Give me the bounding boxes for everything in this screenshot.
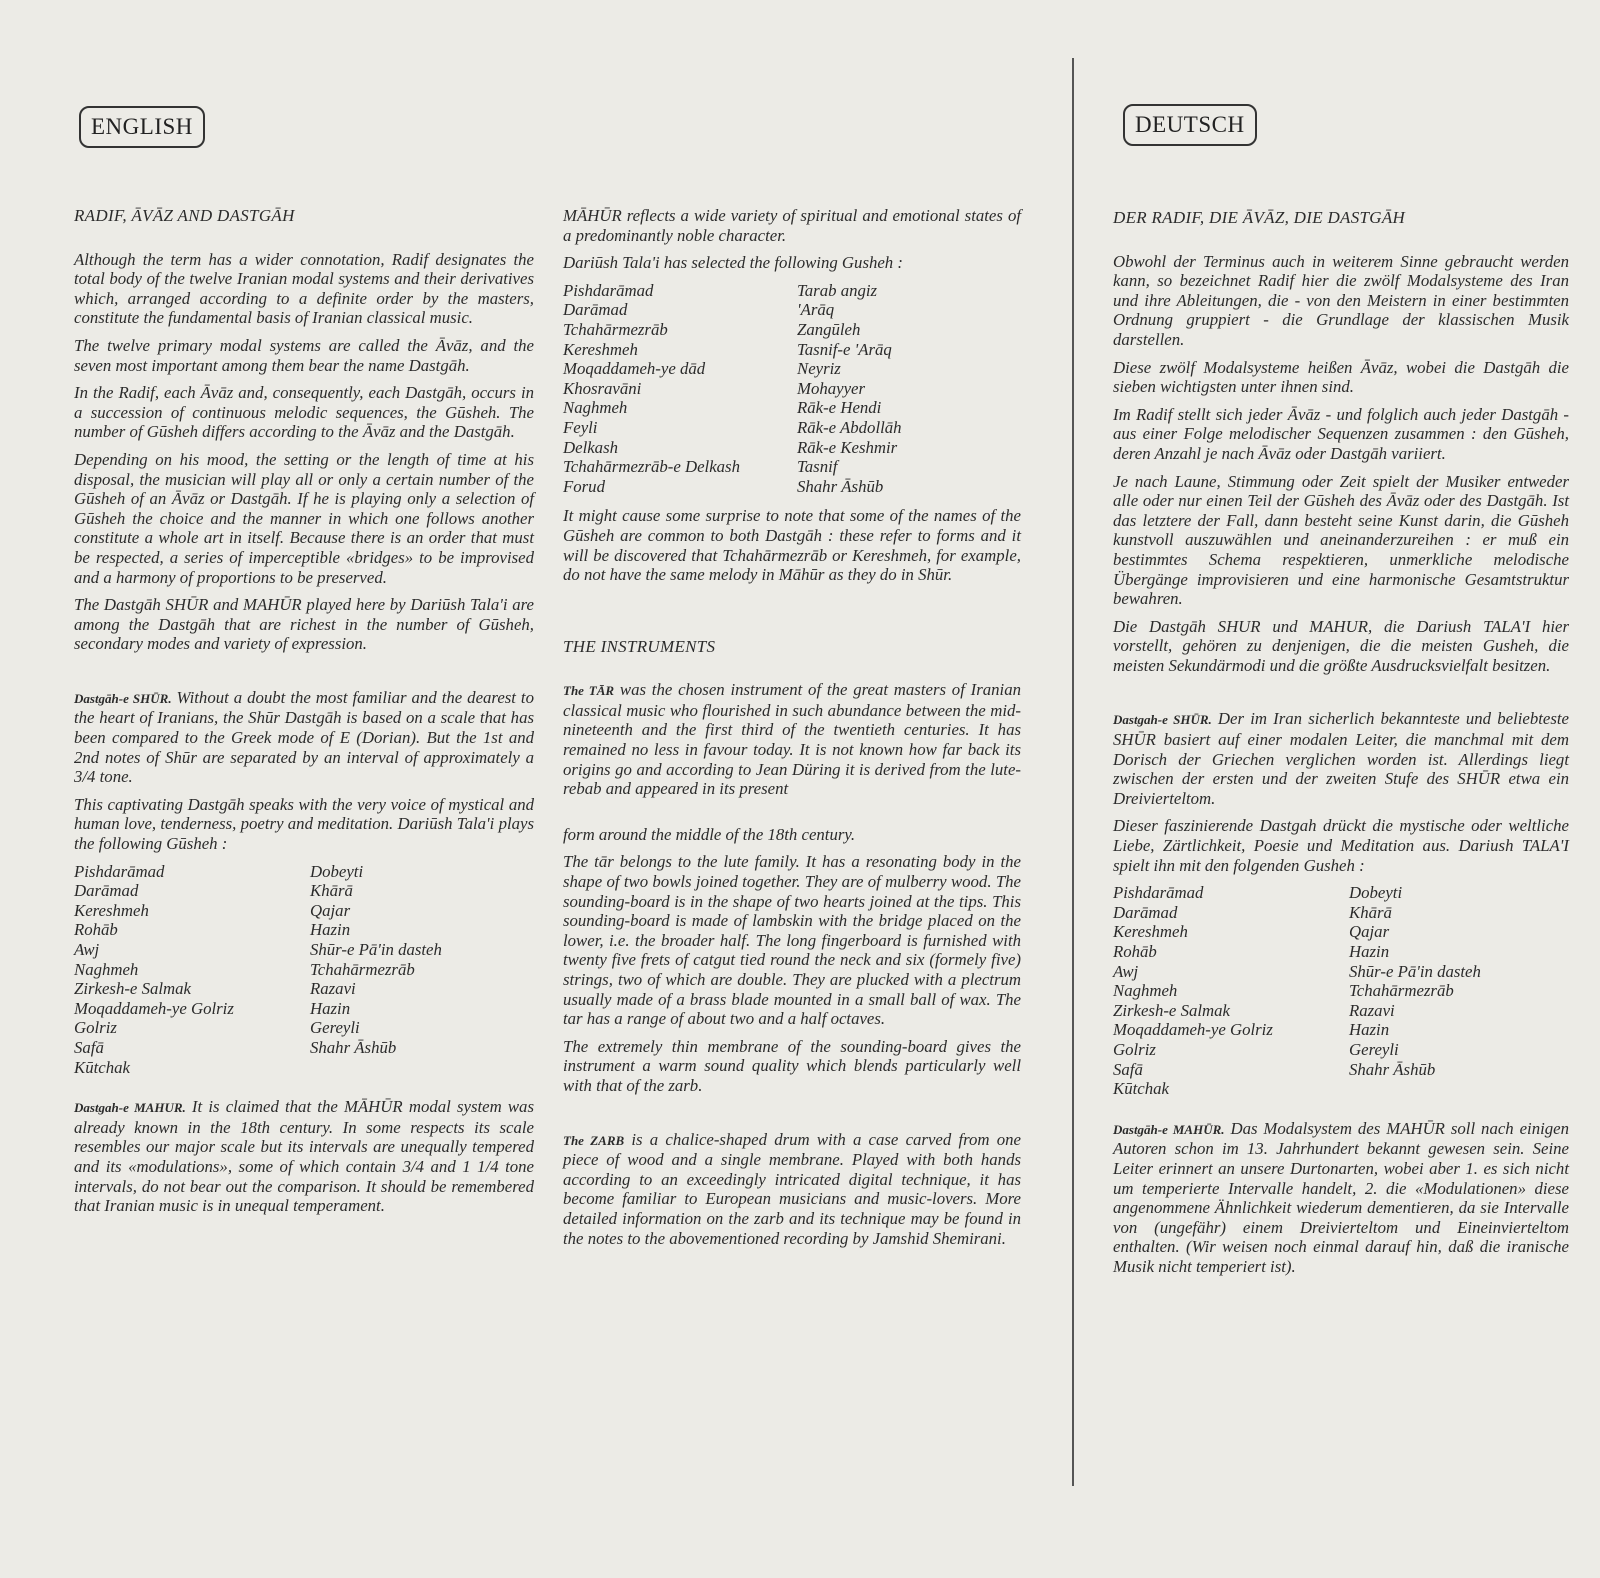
paragraph: The twelve primary modal systems are called the Āvāz, and the seven most important among them bear the name Dastgāh. (74, 335, 534, 375)
paragraph: In the Radif, each Āvāz and, consequently, each Dastgāh, occurs in a succession of continuous melodic sequences, the Gūsheh. The number of Gūsheh differs according to the Āvāz and the Dastgāh. (74, 383, 534, 442)
gusheh-item: Gereyli (1349, 1039, 1399, 1059)
paragraph: Dastgah-e MAHUR. It is claimed that the MĀHŪR modal system was already known in the 18th century. In some respects its scale resembles our major scale but its intervals are unequally tempered and its «modulations», some of which contain 3/4 and 1 1/4 tone intervals, do not bear out the comparison. It should be remembered that Iranian music is in unequal temperament. (74, 1097, 534, 1216)
gusheh-item: Moqaddameh-ye Golriz (1113, 1020, 1273, 1040)
english-column-2 (563, 206, 1021, 1256)
gusheh-item: Hazin (1349, 942, 1390, 961)
section-heading: RADIF, ĀVĀZ AND DASTGĀH (74, 206, 295, 225)
section-heading: THE INSTRUMENTS (563, 636, 716, 656)
section-heading: DER RADIF, DIE ĀVĀZ, DIE DASTGĀH (1113, 208, 1406, 227)
paragraph: Die Dastgāh SHUR und MAHUR, die Dariush TALA'I hier vorstellt, gehören zu denjenigen, die die meisten Gusheh, die meisten Sekundärmodi und die größte Ausdrucksvielfalt besitzen. (1113, 616, 1569, 675)
paragraph: The tār belongs to the lute family. It has a resonating body in the shape of two bowls joined together. They are of mulberry wood. The sounding-board is in the shape of two hearts joined at the tips. This sounding-board is made of lambskin with the bridge placed on the lower, i.e. the broader half. The long fingerboard is furnished with twenty five frets of catgut tied round the neck and six (formely five) strings, two of which are double. They are plucked with a plectrum usually made of a brass blade mounted in a small ball of wax. The tar has a range of about two and a half octaves. (563, 852, 1021, 1029)
paragraph: Dariūsh Tala'i has selected the following Gusheh : (563, 253, 903, 273)
paragraph: Dieser faszinierende Dastgah drückt die mystische oder weltliche Liebe, Zärtlichkeit, Poesie und Meditation aus. Dariush TALA'I spielt ihn mit den folgenden Gusheh : (1113, 816, 1569, 875)
paragraph: Je nach Laune, Stimmung oder Zeit spielt der Musiker entweder alle oder nur einen Teil der Gūsheh des Āvāz oder des Dastgāh. Ist das letztere der Fall, dann besteht seine Kunst darin, die Gūsheh kunstvoll auszuwählen und aneinanderzureihen : er muß ein bestimmtes Schema respektieren, unmerkliche melodische Übergänge improvisieren und eine harmonische Gesamtstruktur bewahren. (1113, 471, 1569, 609)
gusheh-item: Rohāb (1113, 942, 1157, 961)
paragraph: The extremely thin membrane of the sounding-board gives the instrument a warm sound quality which blends particularly well with that of the zarb. (563, 1036, 1021, 1095)
gusheh-item: Forud (563, 476, 605, 496)
gusheh-item: Rāk-e Hendi (797, 398, 882, 418)
gusheh-item: Shahr Āshūb (1349, 1059, 1436, 1079)
paragraph: form around the middle of the 18th century. (563, 824, 856, 844)
gusheh-item: Kūtchak (1113, 1079, 1169, 1099)
gusheh-item: Darāmad (1113, 902, 1178, 922)
gusheh-item: Awj (74, 940, 100, 959)
gusheh-item: Naghmeh (1113, 981, 1178, 1001)
paragraph: MĀHŪR reflects a wide variety of spiritual and emotional states of a predominantly noble character. (563, 206, 1021, 245)
gusheh-item: Tarab angiz (797, 280, 878, 300)
gusheh-item: Safā (74, 1037, 104, 1057)
column-divider (1072, 58, 1074, 1486)
paragraph: This captivating Dastgāh speaks with the very voice of mystical and human love, tenderness, poetry and meditation. Dariūsh Tala'i plays the following Gūsheh : (74, 794, 534, 854)
english-column-1 (74, 206, 534, 1224)
gusheh-item: Tchahārmezrāb-e Delkash (563, 457, 740, 477)
gusheh-item: Khosravāni (563, 378, 642, 398)
paragraph: Dastgah-e SHŪR. Der im Iran sicherlich bekannteste und beliebteste SHŪR basiert auf einer modalen Leiter, die manchmal mit dem Dorisch der Griechen verglichen worden ist. Allerdings liegt zwischen der ersten und der zweiten Stufe des SHŪR etwa ein Dreivierteltom. (1113, 709, 1569, 808)
gusheh-item: Shahr Āshūb (310, 1037, 397, 1057)
gusheh-item: Darāmad (74, 881, 139, 901)
gusheh-item: Tasnif-e 'Arāq (797, 339, 892, 359)
gusheh-item: Naghmeh (74, 959, 139, 979)
paragraph-lead: The TĀR (563, 683, 615, 699)
gusheh-item: Kereshmeh (74, 900, 149, 920)
gusheh-item: Khārā (310, 881, 353, 901)
gusheh-item: Razavi (1349, 1000, 1395, 1020)
gusheh-list (563, 281, 1021, 497)
gusheh-item: Moqaddameh-ye Golriz (74, 998, 234, 1018)
gusheh-item: Zangūleh (797, 319, 861, 339)
gusheh-item: Zirkesh-e Salmak (1113, 1000, 1230, 1020)
gusheh-list (74, 862, 534, 1078)
paragraph-lead: Dastgah-e SHŪR. (1113, 712, 1212, 728)
gusheh-item: Zirkesh-e Salmak (74, 979, 191, 999)
paragraph-lead: The ZARB (563, 1132, 625, 1148)
gusheh-item: Qajar (1349, 922, 1390, 942)
gusheh-item: Hazin (310, 920, 351, 940)
gusheh-item: Shūr-e Pā'in dasteh (1349, 961, 1481, 981)
gusheh-item: Kereshmeh (563, 339, 638, 359)
gusheh-item: Darāmad (563, 300, 628, 320)
gusheh-item: Kereshmeh (1113, 922, 1188, 942)
gusheh-item: Shahr Āshūb (797, 476, 884, 496)
gusheh-item: Razavi (310, 979, 356, 999)
paragraph-lead: Dastgah-e MAHUR. (74, 1100, 186, 1116)
paragraph: Diese zwölf Modalsysteme heißen Āvāz, wobei die Dastgāh die sieben wichtigsten unter ihnen sind. (1113, 357, 1569, 397)
paragraph: Depending on his mood, the setting or the length of time at his disposal, the musician will play all or only a certain number of the Gūsheh of an Āvāz or Dastgāh. If he is playing only a selection of Gūsheh the choice and the manner in which one follows another constitute a whole art in itself. Because there is an order that must be respected, a series of imperceptible «bridges» to be improvised and a harmony of proportions to be preserved. (74, 449, 534, 587)
gusheh-item: Tchahārmezrāb (1349, 981, 1454, 1001)
gusheh-item: Tchahārmezrāb (310, 959, 415, 979)
gusheh-item: Rāk-e Keshmir (797, 437, 898, 457)
paragraph: The TĀR was the chosen instrument of the great masters of Iranian classical music who flourished in such abundance between the mid-nineteenth and the first third of the twentieth centuries. It has remained no less in favour today. It is not known how far back its origins go and according to Jean Düring it is derived from the lute-rebab and appeared in its present (563, 680, 1021, 799)
gusheh-item: Pishdarāmad (74, 861, 165, 881)
deutsch-label: DEUTSCH (1123, 104, 1257, 146)
gusheh-item: Moqaddameh-ye dād (563, 359, 706, 379)
gusheh-list (1113, 883, 1569, 1099)
gusheh-item: Dobeyti (1349, 883, 1403, 903)
gusheh-item: Pishdarāmad (1113, 883, 1204, 903)
gusheh-item: Rāk-e Abdollāh (797, 417, 902, 437)
gusheh-item: Dobeyti (310, 861, 364, 881)
gusheh-item: Mohayyer (797, 378, 866, 398)
gusheh-item: Feyli (563, 417, 598, 437)
paragraph-lead: Dastgāh-e MAHŪR. (1113, 1121, 1225, 1137)
gusheh-item: Golriz (74, 1018, 117, 1038)
gusheh-item: Naghmeh (563, 398, 628, 418)
gusheh-item: Delkash (563, 437, 618, 457)
gusheh-item: Pishdarāmad (563, 280, 654, 300)
gusheh-item: 'Arāq (797, 300, 835, 320)
paragraph: Im Radif stellt sich jeder Āvāz - und folglich auch jeder Dastgāh - aus einer Folge melodischer Sequenzen zusammen : den Gūsheh, deren Anzahl je nach Āvāz oder Dastgāh variiert. (1113, 404, 1569, 463)
paragraph: The ZARB is a chalice-shaped drum with a case carved from one piece of wood and a single membrane. Played with both hands according to an exceedingly intricated digital technique, it has become familiar to European musicians and music-lovers. More detailed information on the zarb and its technique may be found in the notes to the abovementioned recording by Jamshid Shemirani. (563, 1129, 1021, 1248)
gusheh-item (1349, 1079, 1569, 1099)
gusheh-item: Golriz (1113, 1039, 1156, 1059)
paragraph: Dastgāh-e MAHŪR. Das Modalsystem des MAHŪR soll nach einigen Autoren schon im 13. Jahrhundert bekannt gewesen sein. Seine Leiter erinnert an unsere Durtonarten, wobei aber 1. es sich nicht um temperierte Intervalle handelt, 2. die «Modulationen» diese angenommene Ähnlichkeit wiederum dementieren, da sie Intervalle von (ungefähr) einem Dreivierteltom und Eineinvierteltom enthalten. (Wir weisen noch einmal darauf hin, daß die iranische Musik nicht temperiert ist). (1113, 1118, 1569, 1276)
gusheh-item: Khārā (1349, 902, 1392, 922)
gusheh-item (310, 1058, 530, 1078)
paragraph: Although the term has a wider connotation, Radif designates the total body of the twelve Iranian modal systems and their derivatives which, arranged according to a definite order by the masters, constitute the fundamental basis of Iranian classical music. (74, 249, 534, 328)
paragraph: Dastgāh-e SHŪR. Without a doubt the most familiar and the dearest to the heart of Iranians, the Shūr Dastgāh is based on a scale that has been compared to the Greek mode of E (Dorian). But the 1st and 2nd notes of Shūr are separated by an interval of approximately a 3/4 tone. (74, 687, 534, 787)
gusheh-item: Neyriz (797, 359, 841, 379)
paragraph: Obwohl der Terminus auch in weiterem Sinne gebraucht werden kann, so bezeichnet Radif hier die zwölf Modalsysteme des Iran und ihre Ableitungen, die - von den Meistern in einer bestimmten Ordnung gruppiert - die Grundlage der klassischen Musik darstellen. (1113, 251, 1569, 349)
gusheh-item: Shūr-e Pā'in dasteh (310, 940, 442, 959)
paragraph: It might cause some surprise to note that some of the names of the Gūsheh are common to both Dastgāh : these refer to forms and it will be discovered that Tchahārmezrāb or Kereshmeh, for example, do not have the same melody in Māhūr as they do in Shūr. (563, 506, 1021, 585)
gusheh-item: Qajar (310, 900, 351, 920)
gusheh-item: Awj (1113, 961, 1139, 981)
gusheh-item: Rohāb (74, 920, 118, 940)
paragraph-lead: Dastgāh-e SHŪR. (74, 690, 172, 706)
gusheh-item: Safā (1113, 1059, 1143, 1079)
gusheh-item: Tchahārmezrāb (563, 319, 668, 339)
gusheh-item: Gereyli (310, 1018, 360, 1038)
gusheh-item: Hazin (1349, 1020, 1390, 1040)
gusheh-item: Kūtchak (74, 1057, 130, 1077)
paragraph: The Dastgāh SHŪR and MAHŪR played here by Dariūsh Tala'i are among the Dastgāh that are richest in the number of Gūsheh, secondary modes and variety of expression. (74, 595, 534, 654)
deutsch-column (1113, 208, 1569, 1285)
gusheh-item: Tasnif (797, 457, 838, 477)
gusheh-item: Hazin (310, 998, 351, 1018)
english-label: ENGLISH (79, 106, 205, 148)
